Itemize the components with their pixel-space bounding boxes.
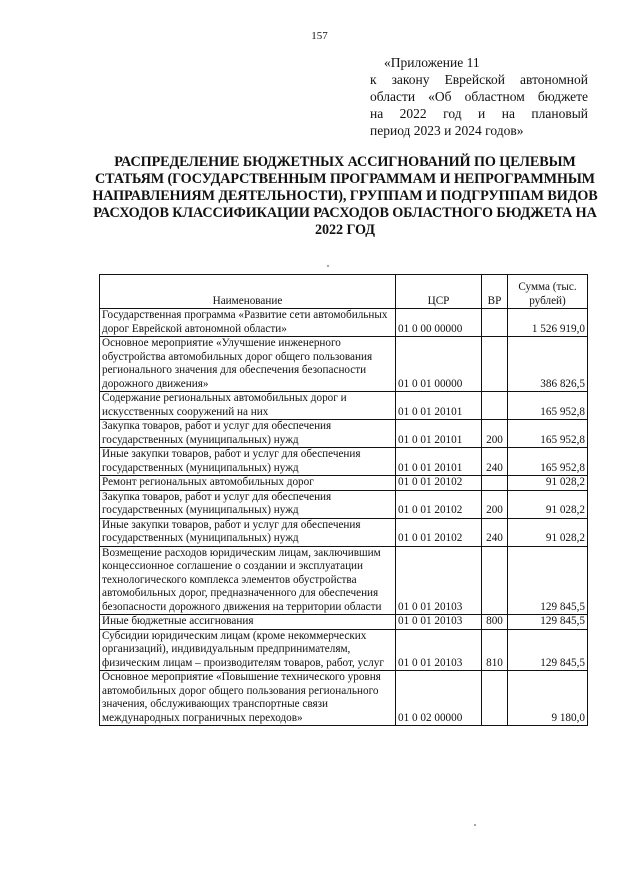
cell-name: Государственная программа «Развитие сети автомобильных дорог Еврейской автономной области» bbox=[100, 309, 396, 337]
cell-csr: 01 0 01 20101 bbox=[396, 448, 482, 476]
cell-sum: 9 180,0 bbox=[508, 671, 588, 726]
cell-name: Закупка товаров, работ и услуг для обеспечения государственных (муниципальных) нужд bbox=[100, 420, 396, 448]
appendix-line: к закону Еврейской автономной bbox=[370, 72, 588, 87]
cell-csr: 01 0 01 20101 bbox=[396, 392, 482, 420]
cell-csr: 01 0 01 20103 bbox=[396, 629, 482, 671]
cell-name: Иные закупки товаров, работ и услуг для обеспечения государственных (муниципальных) нужд bbox=[100, 448, 396, 476]
appendix-line: «Приложение 11 bbox=[384, 55, 480, 70]
cell-sum: 165 952,8 bbox=[508, 448, 588, 476]
table-row bbox=[100, 490, 588, 518]
cell-vr bbox=[482, 392, 508, 420]
cell-csr: 01 0 01 00000 bbox=[396, 337, 482, 392]
cell-sum: 91 028,2 bbox=[508, 476, 588, 491]
table-row bbox=[100, 448, 588, 476]
cell-csr: 01 0 01 20103 bbox=[396, 615, 482, 630]
cell-name: Иные закупки товаров, работ и услуг для обеспечения государственных (муниципальных) нужд bbox=[100, 518, 396, 546]
header-name: Наименование bbox=[100, 275, 396, 309]
cell-vr: 240 bbox=[482, 518, 508, 546]
cell-csr: 01 0 01 20102 bbox=[396, 518, 482, 546]
header-vr: ВР bbox=[482, 275, 508, 309]
cell-csr: 01 0 02 00000 bbox=[396, 671, 482, 726]
cell-sum: 386 826,5 bbox=[508, 337, 588, 392]
scan-speck bbox=[327, 265, 329, 267]
table-header-row bbox=[100, 275, 588, 309]
cell-csr: 01 0 01 20101 bbox=[396, 420, 482, 448]
cell-name: Закупка товаров, работ и услуг для обеспечения государственных (муниципальных) нужд bbox=[100, 490, 396, 518]
document-title: РАСПРЕДЕЛЕНИЕ БЮДЖЕТНЫХ АССИГНОВАНИЙ ПО ЦЕЛЕВЫМ СТАТЬЯМ (ГОСУДАРСТВЕННЫМ ПРОГРАММАМ И НЕПРОГРАММНЫМ НАПРАВЛЕНИЯМ ДЕЯТЕЛЬНОСТИ), ГРУППАМ И ПОДГРУППАМ ВИДОВ РАСХОДОВ КЛАССИФИКАЦИИ РАСХОДОВ ОБЛАСТНОГО БЮДЖЕТА НА 2022 ГОД bbox=[92, 154, 598, 238]
cell-sum: 91 028,2 bbox=[508, 518, 588, 546]
cell-vr bbox=[482, 546, 508, 615]
cell-vr bbox=[482, 671, 508, 726]
cell-sum: 1 526 919,0 bbox=[508, 309, 588, 337]
cell-sum: 129 845,5 bbox=[508, 629, 588, 671]
cell-sum: 129 845,5 bbox=[508, 615, 588, 630]
cell-vr bbox=[482, 476, 508, 491]
cell-sum: 165 952,8 bbox=[508, 392, 588, 420]
cell-name: Ремонт региональных автомобильных дорог bbox=[100, 476, 396, 491]
appendix-line: на 2022 год и на плановый bbox=[370, 106, 588, 121]
header-csr: ЦСР bbox=[396, 275, 482, 309]
cell-csr: 01 0 01 20102 bbox=[396, 490, 482, 518]
cell-name: Основное мероприятие «Улучшение инженерного обустройства автомобильных дорог общего пользования регионального значения для обеспечения безопасности дорожного движения» bbox=[100, 337, 396, 392]
table-row bbox=[100, 671, 588, 726]
header-sum: Сумма (тыс. рублей) bbox=[508, 275, 588, 309]
cell-name: Иные бюджетные ассигнования bbox=[100, 615, 396, 630]
cell-vr: 240 bbox=[482, 448, 508, 476]
cell-csr: 01 0 01 20102 bbox=[396, 476, 482, 491]
table-row bbox=[100, 337, 588, 392]
appendix-note bbox=[370, 54, 588, 139]
table-row bbox=[100, 392, 588, 420]
cell-vr bbox=[482, 337, 508, 392]
scan-speck bbox=[474, 824, 476, 826]
cell-vr: 200 bbox=[482, 420, 508, 448]
table-row bbox=[100, 420, 588, 448]
cell-name: Субсидии юридическим лицам (кроме некоммерческих организаций), индивидуальным предпринимателям, физическим лицам – производителям товаров, работ, услуг bbox=[100, 629, 396, 671]
appendix-line: области «Об областном бюджете bbox=[370, 89, 588, 104]
cell-vr: 200 bbox=[482, 490, 508, 518]
appendix-line: период 2023 и 2024 годов» bbox=[370, 123, 524, 138]
budget-table bbox=[99, 274, 588, 726]
table-row bbox=[100, 309, 588, 337]
page-number: 157 bbox=[311, 30, 328, 42]
table-row bbox=[100, 546, 588, 615]
cell-name: Возмещение расходов юридическим лицам, заключившим концессионное соглашение о создании и эксплуатации технологического комплекса элементов обустройства автомобильных дорог, предназначенного для обеспечения безопасности дорожного движения на территории области bbox=[100, 546, 396, 615]
cell-sum: 129 845,5 bbox=[508, 546, 588, 615]
cell-vr: 800 bbox=[482, 615, 508, 630]
cell-name: Основное мероприятие «Повышение технического уровня автомобильных дорог общего пользования регионального значения, обслуживающих транспортные связи международных пограничных переходов» bbox=[100, 671, 396, 726]
cell-csr: 01 0 01 20103 bbox=[396, 546, 482, 615]
table-row bbox=[100, 518, 588, 546]
table-row bbox=[100, 615, 588, 630]
cell-sum: 91 028,2 bbox=[508, 490, 588, 518]
cell-vr: 810 bbox=[482, 629, 508, 671]
table-row bbox=[100, 476, 588, 491]
cell-sum: 165 952,8 bbox=[508, 420, 588, 448]
cell-csr: 01 0 00 00000 bbox=[396, 309, 482, 337]
table-row bbox=[100, 629, 588, 671]
cell-vr bbox=[482, 309, 508, 337]
cell-name: Содержание региональных автомобильных дорог и искусственных сооружений на них bbox=[100, 392, 396, 420]
